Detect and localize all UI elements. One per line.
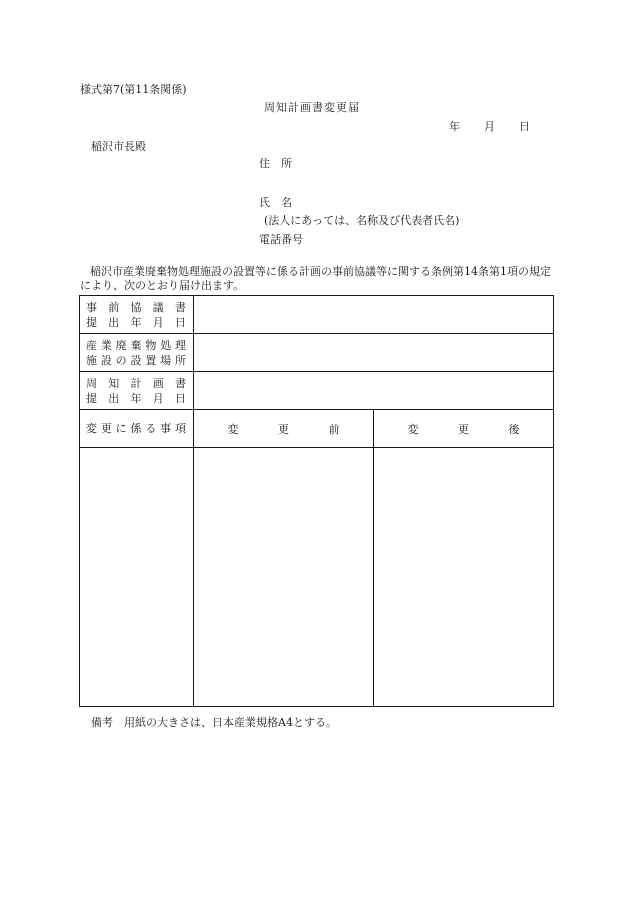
change-item-field[interactable]: [80, 448, 194, 707]
label-line: 提出年月日: [86, 315, 186, 329]
addressee: 稲沢市長殿: [91, 140, 146, 153]
before-change-header: [194, 410, 374, 448]
name-label: 氏 名: [259, 196, 292, 209]
facility-location-label: [80, 334, 194, 372]
date-month-label: 月: [484, 120, 495, 133]
name-note: (法人にあっては、名称及び代表者氏名): [264, 214, 460, 227]
table-header-row: [80, 410, 554, 448]
table-row: [80, 372, 554, 410]
notice-plan-date-label: [80, 372, 194, 410]
prior-consultation-date-label: [80, 296, 194, 334]
facility-location-field[interactable]: [194, 334, 554, 372]
remark: 備考 用紙の大きさは、日本産業規格A4とする。: [91, 716, 337, 729]
label-line: 事前協議書: [86, 300, 186, 314]
notice-plan-date-field[interactable]: [194, 372, 554, 410]
date-day-label: 日: [519, 120, 530, 133]
label-line: 施設の設置場所: [86, 353, 186, 367]
form-code: 様式第7(第11条関係): [80, 83, 187, 96]
table-row: [80, 448, 554, 707]
header-text: 変更後: [407, 422, 520, 436]
form-title: 周知計画書変更届: [264, 101, 360, 114]
address-label: 住 所: [259, 157, 292, 170]
phone-label: 電話番号: [259, 233, 303, 246]
after-change-header: [374, 410, 554, 448]
after-change-field[interactable]: [374, 448, 554, 707]
label-line: 提出年月日: [86, 391, 186, 405]
table-row: [80, 334, 554, 372]
label-line: 周知計画書: [86, 376, 186, 390]
change-item-header: [80, 410, 194, 448]
intro-text: 稲沢市産業廃棄物処理施設の設置等に係る計画の事前協議等に関する条例第14条第1項の規定により、次のとおり届け出ます。: [80, 265, 551, 292]
prior-consultation-date-field[interactable]: [194, 296, 554, 334]
table-row: [80, 296, 554, 334]
header-text: 変更に係る事項: [86, 422, 186, 435]
date-year-label: 年: [449, 120, 460, 133]
header-text: 変更前: [227, 422, 340, 436]
before-change-field[interactable]: [194, 448, 374, 707]
label-line: 産業廃棄物処理: [86, 338, 186, 352]
notification-table: [79, 295, 554, 707]
